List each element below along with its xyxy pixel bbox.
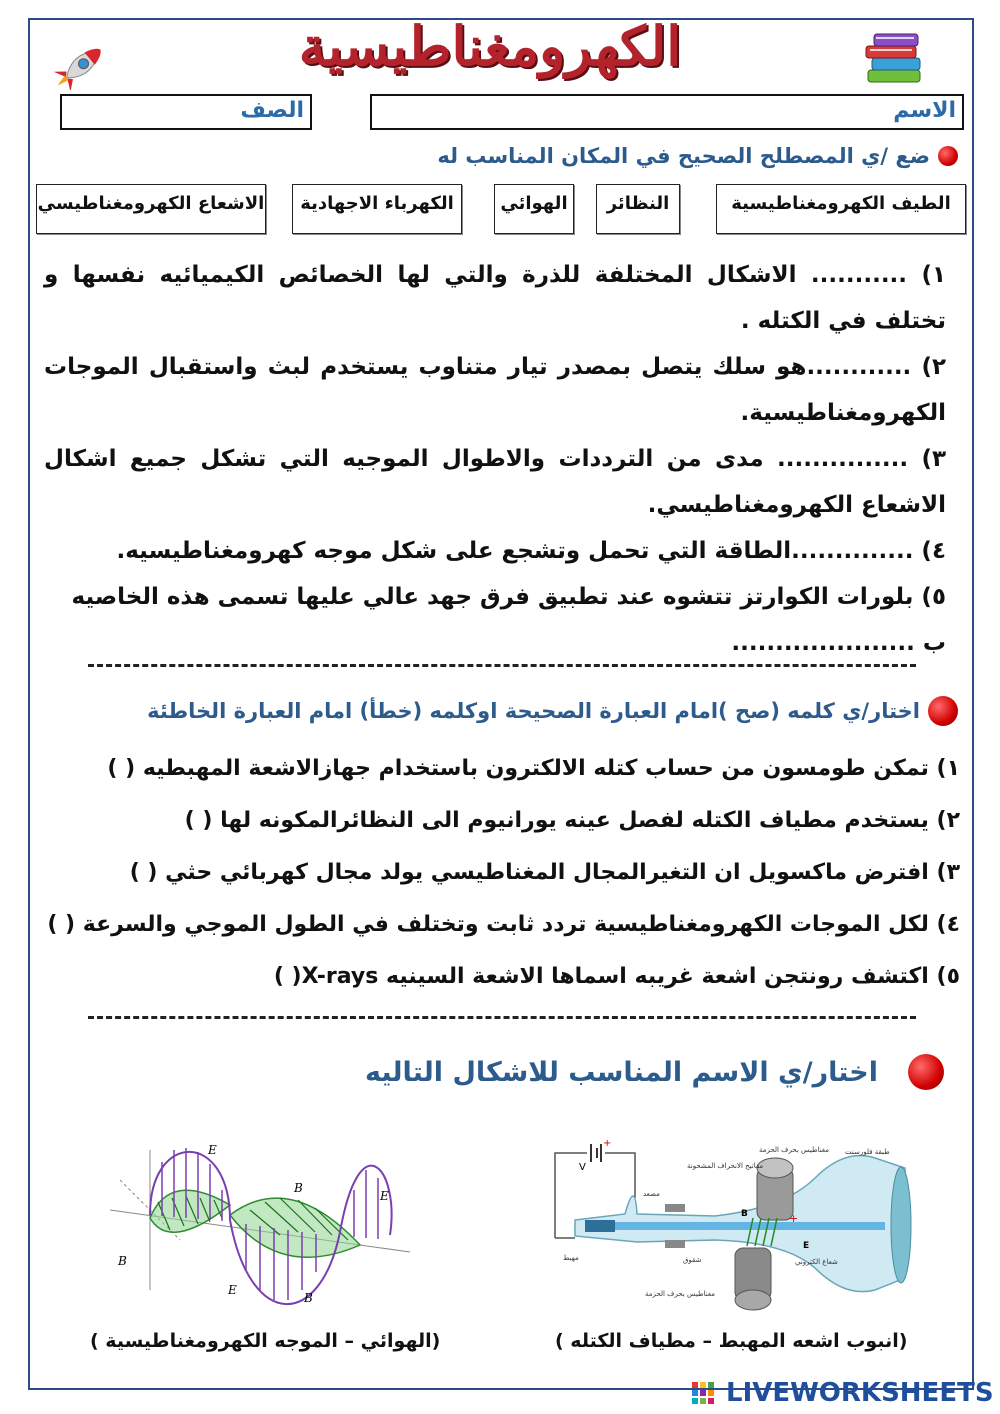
svg-text:شعاع الكتروني: شعاع الكتروني (795, 1258, 838, 1266)
section3-heading: اختار/ي الاسم المناسب للاشكال التاليه (365, 1054, 944, 1090)
svg-text:مصعد: مصعد (643, 1190, 660, 1198)
term-bank (36, 184, 966, 238)
svg-text:مفاتيح الانحراف المشحونة: مفاتيح الانحراف المشحونة (687, 1162, 764, 1170)
class-field[interactable] (60, 94, 312, 130)
svg-text:V: V (579, 1162, 586, 1173)
name-label: الاسم (893, 98, 956, 123)
svg-text:B: B (741, 1209, 748, 1219)
svg-text:E: E (208, 1143, 217, 1157)
footer-branding (692, 1378, 994, 1408)
section2-heading: اختار/ي كلمه (صح )امام العبارة الصحيحة اوكلمه (خطأ) امام العبارة الخاطئة (147, 696, 958, 726)
em-wave-figure (110, 1140, 410, 1315)
section1-heading: ضع /ي المصطلح الصحيح في المكان المناسب له (437, 144, 958, 168)
svg-text:+: + (603, 1138, 612, 1149)
divider (88, 1016, 916, 1020)
svg-text:E: E (228, 1283, 237, 1297)
brand-name[interactable]: LIVEWORKSHEETS (726, 1378, 994, 1408)
svg-text:شقوق: شقوق (683, 1256, 702, 1264)
svg-text:مغناطيس بحرف الحزمة: مغناطيس بحرف الحزمة (645, 1290, 715, 1298)
svg-text:B: B (118, 1254, 127, 1268)
svg-text:B: B (304, 1291, 313, 1305)
liveworksheets-logo-icon (692, 1380, 722, 1406)
fill-question-5-answer: ب ..................... (731, 630, 946, 656)
term-box[interactable]: الهوائي (494, 184, 574, 234)
red-bullet-icon (928, 696, 958, 726)
books-icon (862, 30, 926, 86)
tf-statement-5: ٥) اكتشف رونتجن اشعة غريبه اسماها الاشعة السينيه X-rays( ) (273, 964, 960, 989)
svg-text:E: E (803, 1241, 810, 1251)
red-bullet-icon (908, 1054, 944, 1090)
svg-text:+: + (789, 1212, 799, 1225)
fill-question-1: ١) ........... الاشكال المختلفة للذرة والتي لها الخصائص الكيميائيه نفسها و تختلف في الكتله . (44, 262, 946, 334)
svg-text:طبقة فلورسنت: طبقة فلورسنت (845, 1148, 890, 1156)
term-box[interactable]: الكهرباء الاجهادية (292, 184, 462, 234)
class-label: الصف (240, 98, 304, 123)
svg-text:مهبط: مهبط (563, 1254, 579, 1262)
name-field[interactable] (370, 94, 964, 130)
tf-statement-1: ١) تمكن طومسون من حساب كتله الالكترون باستخدام جهازالاشعة المهبطيه ( ) (107, 756, 960, 781)
left-figure-caption: (الهوائي – الموجه الكهرومغناطيسية ) (90, 1330, 441, 1352)
page-title: الكهرومغناطيسية (298, 14, 682, 78)
svg-text:E: E (380, 1189, 389, 1203)
red-bullet-icon (938, 146, 958, 166)
fill-question-4: ٤) ..............الطاقة التي تحمل وتشجع على شكل موجه كهرومغناطيسيه. (116, 538, 946, 564)
term-box[interactable]: الطيف الكهرومغناطيسية (716, 184, 966, 234)
tf-statement-4: ٤) لكل الموجات الكهرومغناطيسية تردد ثابت وتختلف في الطول الموجي والسرعة ( ) (47, 912, 960, 937)
fill-question-3: ٣) ............... مدى من الترددات والاطوال الموجيه التي تشكل جميع اشكال الاشعاع الكهرومغناطيسي. (44, 446, 946, 518)
rocket-icon (52, 40, 112, 90)
right-figure-caption: (انبوب اشعه المهبط – مطياف الكتله ) (555, 1330, 908, 1352)
svg-text:B: B (294, 1181, 303, 1195)
divider (88, 664, 916, 668)
svg-text:مغناطيس بحرف الحزمة: مغناطيس بحرف الحزمة (759, 1146, 829, 1154)
term-box[interactable]: النظائر (596, 184, 680, 234)
tf-statement-2: ٢) يستخدم مطياف الكتله لفصل عينه يورانيوم الى النظائرالمكونه لها ( ) (184, 808, 960, 833)
tf-statement-3: ٣) افترض ماكسويل ان التغيرالمجال المغناطيسي يولد مجال كهربائي حثي ( ) (129, 860, 960, 885)
cathode-ray-tube-figure (545, 1138, 925, 1318)
fill-question-2: ٢) ............هو سلك يتصل بمصدر تيار متناوب يستخدم لبث واستقبال الموجات الكهرومغناطيسية. (44, 354, 946, 426)
fill-question-5: ٥) بلورات الكوارتز تتشوه عند تطبيق فرق جهد عالي عليها تسمى هذه الخاصيه (71, 584, 946, 610)
term-box[interactable]: الاشعاع الكهرومغناطيسي (36, 184, 266, 234)
